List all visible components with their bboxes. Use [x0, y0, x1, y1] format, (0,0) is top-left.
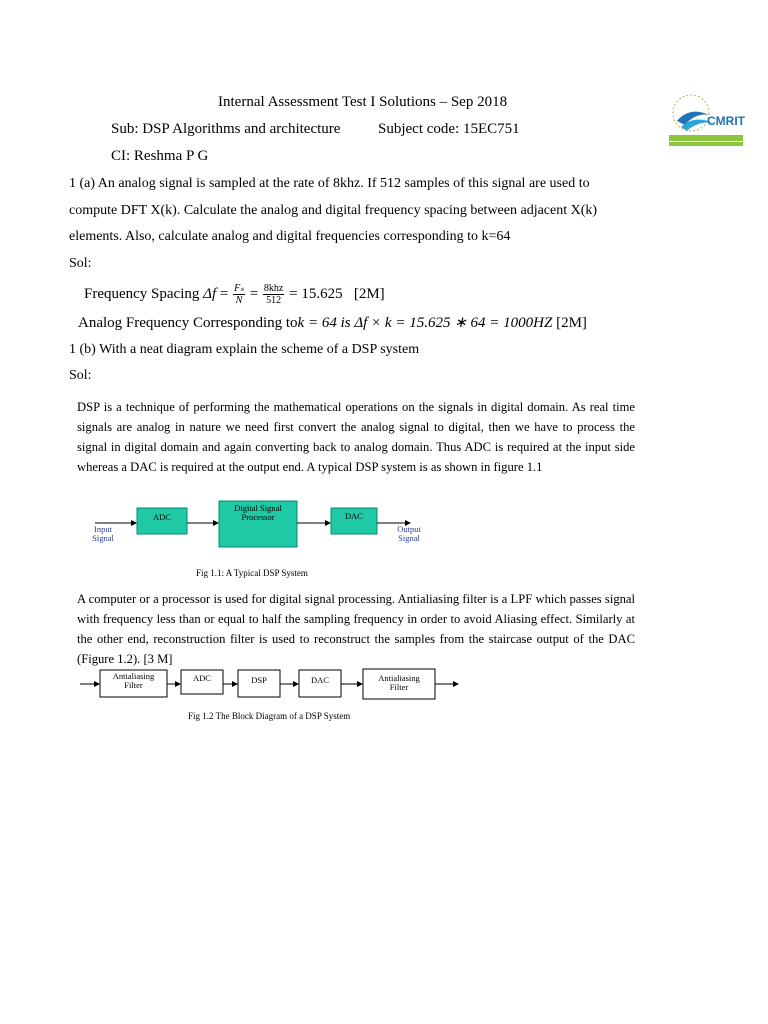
fig2-dac-label: DAC [311, 675, 329, 685]
document-title: Internal Assessment Test I Solutions – Sep 2018 [218, 94, 508, 110]
eq2-label: Analog Frequency Corresponding to [78, 315, 298, 331]
fig2-filter-out-label: Antialiasing Filter [378, 673, 420, 692]
subject-line: Sub: DSP Algorithms and architecture [111, 121, 341, 137]
fig2-dsp-label: DSP [251, 675, 267, 685]
paragraph-antialiasing: A computer or a processor is used for digital signal processing. Antialiasing filter is a LPF which passes signal with frequency less than or equal to half the sampling frequency in order to avoid Aliasing effect. Similarly at the other end, reconstruction filter is used to reconstruct the samples from the staircase output of the DAC (Figure 1.2). [3 M] [77, 592, 635, 666]
paragraph-dsp-intro: DSP is a technique of performing the mathematical operations on the signals in digital domain. As real time signals are analog in nature we need first convert the analog signal to digital, then we have to process the signal in digital domain and again converting back to analog domain. Thus ADC is required at the input side whereas a DAC is required at the output end. A typical DSP system is as shown in figure 1.1 [77, 400, 635, 474]
fig1-adc-label: ADC [153, 512, 171, 522]
eq1-marks: [2M] [353, 285, 385, 302]
cmrit-logo [667, 91, 745, 149]
q1a-line-3: elements. Also, calculate analog and digital frequencies corresponding to k=64 [69, 229, 511, 244]
fig1-output-label: Output Signal [397, 524, 421, 543]
q1a-line-1: 1 (a) An analog signal is sampled at the rate of 8khz. If 512 samples of this signal are used to [69, 176, 590, 191]
equation-analog-frequency [78, 313, 587, 332]
eq1-fraction-1: $\frac{\text{Fₛ}}{N}$ [234, 283, 244, 306]
svg-text:CMRIT: CMRIT [707, 114, 745, 128]
eq2-marks: [2M] [556, 315, 587, 331]
figure-block-diagram-dsp [80, 666, 470, 702]
q1b-question: 1 (b) With a neat diagram explain the scheme of a DSP system [69, 342, 420, 357]
eq2-body: k = 64 is Δf × k = 15.625 ∗ 64 = 1000HZ [297, 315, 553, 331]
fig2-filter-in-label: Antialiasing Filter [112, 671, 155, 690]
equation-frequency-spacing: Frequency Spacing Δf = $\frac{\text{Fₛ}}{N}$ = $\frac{\text{8khz}}{512}$ = 15.625 [2M] [84, 283, 385, 306]
q1a-sol-label: Sol: [69, 256, 92, 271]
q1b-sol-label: Sol: [69, 368, 92, 383]
course-instructor: CI: Reshma P G [111, 148, 209, 164]
figure-typical-dsp-system [80, 498, 440, 558]
fig2-caption: Fig 1.2 The Block Diagram of a DSP System [188, 711, 351, 721]
fig1-caption: Fig 1.1: A Typical DSP System [196, 568, 308, 578]
fig2-adc-label: ADC [193, 673, 211, 683]
subject-code: Subject code: 15EC751 [378, 121, 520, 137]
fig1-dac-label: DAC [345, 511, 363, 521]
q1a-line-2: compute DFT X(k). Calculate the analog and digital frequency spacing between adjacent X(k) [69, 203, 598, 218]
eq1-label: Frequency Spacing [84, 285, 200, 302]
fig1-input-label: Input Signal [92, 524, 114, 543]
eq1-fraction-2: $\frac{\text{8khz}}{512}$ [263, 283, 284, 306]
eq1-result: = 15.625 [289, 285, 343, 302]
fig1-dsp-label: Digital Signal Processor [234, 503, 282, 522]
